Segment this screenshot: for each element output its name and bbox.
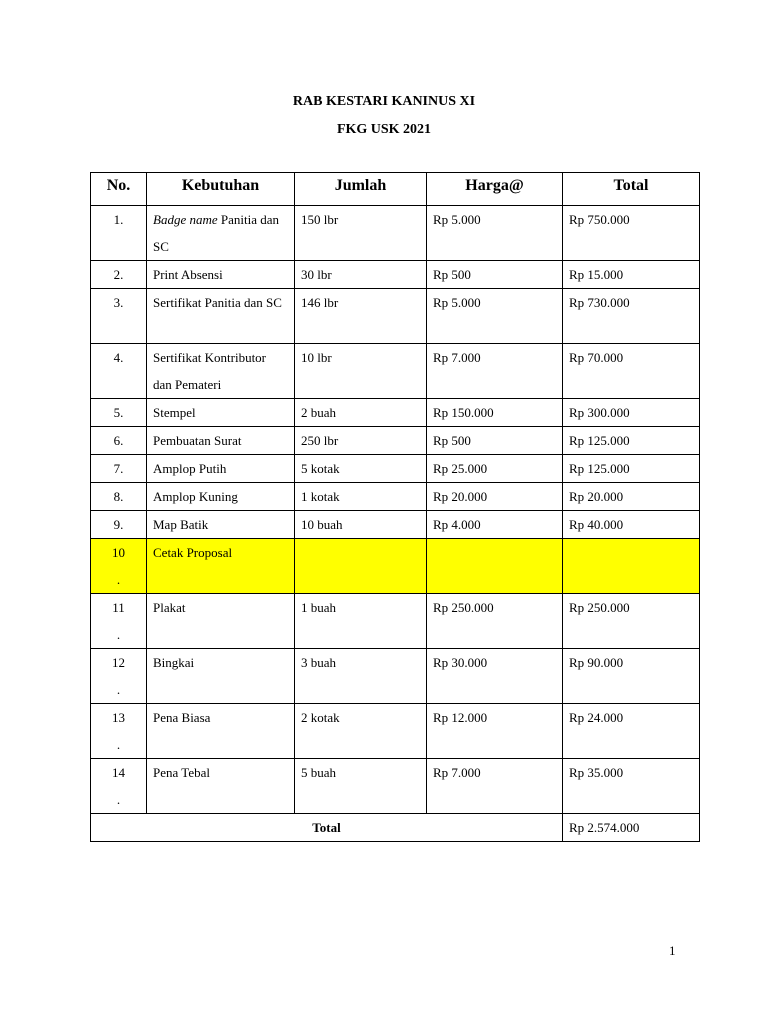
row-price: Rp 5.000 xyxy=(427,206,563,261)
row-qty: 3 buah xyxy=(295,649,427,704)
row-qty: 10 lbr xyxy=(295,344,427,399)
row-price xyxy=(427,539,563,594)
row-item: Map Batik xyxy=(147,511,295,539)
row-no-dot: . xyxy=(116,627,121,642)
row-qty: 150 lbr xyxy=(295,206,427,261)
row-total: Rp 70.000 xyxy=(563,344,700,399)
header-no: No. xyxy=(91,173,147,206)
table-row xyxy=(91,594,700,649)
row-qty: 1 kotak xyxy=(295,483,427,511)
table-row xyxy=(91,455,700,483)
row-no-number: 12 xyxy=(112,655,125,670)
row-item: Sertifikat Kontributor dan Pemateri xyxy=(147,344,295,399)
row-total: Rp 24.000 xyxy=(563,704,700,759)
row-qty: 2 buah xyxy=(295,399,427,427)
row-no: 6. xyxy=(91,427,147,455)
row-price: Rp 500 xyxy=(427,261,563,289)
row-no-number: 14 xyxy=(112,765,125,780)
header-harga: Harga@ xyxy=(427,173,563,206)
header-jumlah: Jumlah xyxy=(295,173,427,206)
row-price: Rp 25.000 xyxy=(427,455,563,483)
row-no: 8. xyxy=(91,483,147,511)
row-item: Amplop Putih xyxy=(147,455,295,483)
row-no-number: 11 xyxy=(112,600,125,615)
row-price: Rp 30.000 xyxy=(427,649,563,704)
table-row xyxy=(91,511,700,539)
row-no xyxy=(91,759,147,814)
table-row xyxy=(91,704,700,759)
row-no: 5. xyxy=(91,399,147,427)
row-item: Plakat xyxy=(147,594,295,649)
row-item: Print Absensi xyxy=(147,261,295,289)
row-item xyxy=(147,206,295,261)
row-no: 4. xyxy=(91,344,147,399)
row-qty: 1 buah xyxy=(295,594,427,649)
row-total: Rp 750.000 xyxy=(563,206,700,261)
table-row xyxy=(91,759,700,814)
budget-table xyxy=(90,172,700,842)
row-item: Cetak Proposal xyxy=(147,539,295,594)
row-no: 3. xyxy=(91,289,147,344)
row-price: Rp 500 xyxy=(427,427,563,455)
row-no: 1. xyxy=(91,206,147,261)
document-subtitle: FKG USK 2021 xyxy=(336,122,432,137)
row-price: Rp 20.000 xyxy=(427,483,563,511)
row-no: 9. xyxy=(91,511,147,539)
table-row xyxy=(91,261,700,289)
row-item: Sertifikat Panitia dan SC xyxy=(147,289,295,344)
row-total: Rp 15.000 xyxy=(563,261,700,289)
row-no xyxy=(91,539,147,594)
row-no: 7. xyxy=(91,455,147,483)
row-no-number: 13 xyxy=(112,710,125,725)
row-item: Amplop Kuning xyxy=(147,483,295,511)
table-row xyxy=(91,649,700,704)
row-price: Rp 7.000 xyxy=(427,759,563,814)
row-price: Rp 250.000 xyxy=(427,594,563,649)
table-row xyxy=(91,344,700,399)
row-total xyxy=(563,539,700,594)
row-total: Rp 300.000 xyxy=(563,399,700,427)
table-row xyxy=(91,206,700,261)
row-qty: 250 lbr xyxy=(295,427,427,455)
row-qty: 5 buah xyxy=(295,759,427,814)
row-qty: 2 kotak xyxy=(295,704,427,759)
row-item: Bingkai xyxy=(147,649,295,704)
document-title: RAB KESTARI KANINUS XI xyxy=(292,94,476,109)
row-total: Rp 250.000 xyxy=(563,594,700,649)
table-row-highlighted xyxy=(91,539,700,594)
row-item-italic: Badge name xyxy=(153,212,218,227)
table-footer-row xyxy=(91,814,700,842)
table-row xyxy=(91,399,700,427)
row-total: Rp 730.000 xyxy=(563,289,700,344)
row-price: Rp 150.000 xyxy=(427,399,563,427)
row-price: Rp 4.000 xyxy=(427,511,563,539)
header-total: Total xyxy=(563,173,700,206)
row-total: Rp 40.000 xyxy=(563,511,700,539)
row-item-text: Panitia dan SC xyxy=(153,212,280,254)
table-row xyxy=(91,289,700,344)
row-item: Stempel xyxy=(147,399,295,427)
row-no-dot: . xyxy=(116,682,121,697)
row-item: Pena Tebal xyxy=(147,759,295,814)
header-kebutuhan: Kebutuhan xyxy=(147,173,295,206)
row-price: Rp 7.000 xyxy=(427,344,563,399)
table-row xyxy=(91,483,700,511)
row-no-dot: . xyxy=(116,572,121,587)
row-price: Rp 12.000 xyxy=(427,704,563,759)
row-item: Pembuatan Surat xyxy=(147,427,295,455)
row-item: Pena Biasa xyxy=(147,704,295,759)
row-price: Rp 5.000 xyxy=(427,289,563,344)
row-no xyxy=(91,704,147,759)
row-no xyxy=(91,649,147,704)
row-qty: 30 lbr xyxy=(295,261,427,289)
table-header-row xyxy=(91,173,700,206)
row-no-number: 10 xyxy=(112,545,125,560)
row-total: Rp 125.000 xyxy=(563,427,700,455)
row-total: Rp 20.000 xyxy=(563,483,700,511)
row-no-dot: . xyxy=(116,792,121,807)
row-total: Rp 125.000 xyxy=(563,455,700,483)
row-total: Rp 90.000 xyxy=(563,649,700,704)
page-number: 1 xyxy=(669,943,676,958)
row-total: Rp 35.000 xyxy=(563,759,700,814)
row-qty: 5 kotak xyxy=(295,455,427,483)
row-qty: 146 lbr xyxy=(295,289,427,344)
row-no-dot: . xyxy=(116,737,121,752)
row-no: 2. xyxy=(91,261,147,289)
row-qty xyxy=(295,539,427,594)
row-qty: 10 buah xyxy=(295,511,427,539)
grand-total-value: Rp 2.574.000 xyxy=(563,814,700,842)
row-no xyxy=(91,594,147,649)
table-row xyxy=(91,427,700,455)
grand-total-label: Total xyxy=(91,814,563,842)
